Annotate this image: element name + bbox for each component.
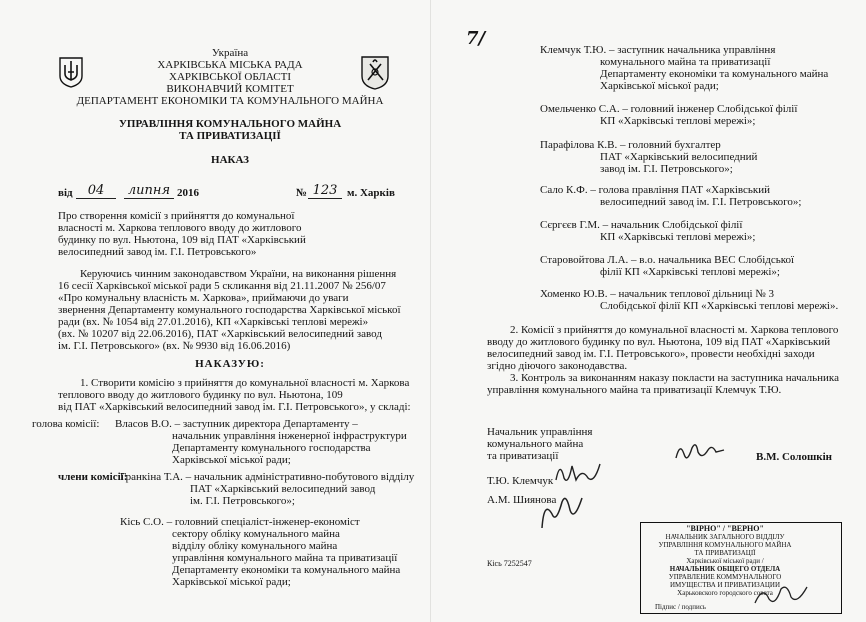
stamp-signature-label: Підпис / подпись: [655, 603, 707, 611]
page-left: [0, 0, 430, 622]
point2-line-1: 2. Комісії з прийняття до комунальної власності м. Харкова теплового: [510, 324, 839, 336]
country-name: Україна: [211, 47, 249, 59]
member-klemchuk-line-4: Харківської міської ради;: [600, 80, 719, 92]
order-number: 123: [308, 183, 342, 199]
approval-klemchuk: Т.Ю. Клемчук: [487, 475, 554, 487]
preamble-line-2: 16 сесії Харківської міської ради 5 скликання від 21.11.2007 № 256/07: [58, 280, 386, 292]
date-prefix: від: [58, 187, 73, 199]
certification-stamp: [640, 522, 842, 614]
member1-line-1: Гранкіна Т.А. – начальник адміністративно-побутового відділу: [120, 471, 415, 483]
member2-line-3: відділу обліку комунального майна: [172, 540, 338, 552]
point1-line-3: від ПАТ «Харківський велосипедний завод ім. Г.І. Петровського», у складі:: [58, 401, 411, 413]
point1-line-2: теплового вводу до житлового будинку по вул. Ньютона, 109: [58, 389, 343, 401]
chair-line-1: Власов В.О. – заступник директора Департаменту –: [115, 418, 358, 430]
member2-line-1: Кісь С.О. – головний спеціаліст-інженер-економіст: [120, 516, 360, 528]
directorate-line-2: ТА ПРИВАТИЗАЦІЇ: [179, 130, 281, 142]
signer-title-line-2: комунального майна: [487, 438, 584, 450]
order-number-label: №: [296, 187, 308, 199]
head-signature-image: [672, 438, 728, 468]
subject-line-2: власності м. Харкова теплового вводу до житлового: [58, 222, 302, 234]
signer-title-line-1: Начальник управління: [487, 426, 593, 438]
member-khomenko-line-1: Хоменко Ю.В. – начальник теплової дільниці № 3: [540, 288, 775, 300]
stamp-line-1: НАЧАЛЬНИК ЗАГАЛЬНОГО ВІДДІЛУ: [665, 533, 785, 541]
member-omelchenko-line-2: КП «Харківські теплові мережі»;: [600, 115, 756, 127]
stamp-line-4: НАЧАЛЬНИК ОБЩЕГО ОТДЕЛА: [669, 565, 781, 573]
stamp-line-6: Харьковского городского совета: [677, 589, 773, 597]
member2-line-4: управління комунального майна та приватизації: [172, 552, 398, 564]
member2-line-6: Харківської міської ради;: [172, 576, 291, 588]
point2-line-3: велосипедний завод ім. Г.І. Петровського», провести необхідні заходи: [487, 348, 815, 360]
stamp-line-5: УПРАВЛЕНИЕ КОММУНАЛЬНОГО ИМУЩЕСТВА И ПРИВАТИЗАЦИИ: [668, 573, 782, 589]
stamp-signature-image: [751, 579, 811, 609]
order-heading: НАКАЗУЮ:: [195, 358, 265, 370]
point3-line-1: 3. Контроль за виконанням наказу покласти на заступника начальника: [510, 372, 839, 384]
member-parafilova-line-3: завод ім. Г.І. Петровського»;: [600, 163, 733, 175]
oblast: ХАРКІВСЬКОЇ ОБЛАСТІ: [169, 71, 291, 83]
executor-info: Кісь 7252547: [487, 559, 532, 568]
subject-line-3: будинку по вул. Ньютона, 109 від ПАТ «Харківський: [58, 234, 306, 246]
signer-name: В.М. Солошкін: [756, 451, 832, 463]
subject-line-1: Про створення комісії з прийняття до комунальної: [58, 210, 295, 222]
point1-line-1: 1. Створити комісію з прийняття до комунальної власності м. Харкова: [80, 377, 410, 389]
member-starovoitova-line-1: Старовойтова Л.А. – в.о. начальника ВЕС Слобідської: [540, 254, 795, 266]
chair-line-2: начальник управління інженерної інфраструктури: [172, 430, 407, 442]
point2-line-2: вводу до житлового будинку по вул. Ньютона, 109 від ПАТ «Харківський: [487, 336, 831, 348]
member-omelchenko-line-1: Омельченко С.А. – головний інженер Слобідської філії: [540, 103, 798, 115]
preamble-line-6: (вх. № 10207 від 22.06.2016), ПАТ «Харківський велосипедний завод: [58, 328, 382, 340]
member-klemchuk-line-3: Департаменту економіки та комунального майна: [600, 68, 829, 80]
city-council: ХАРКІВСЬКА МІСЬКА РАДА: [157, 59, 303, 71]
date-year: 2016: [177, 187, 199, 199]
approval-signature-1-image: [550, 458, 606, 488]
document-type: НАКАЗ: [211, 154, 249, 166]
member-parafilova-line-2: ПАТ «Харківський велосипедний: [600, 151, 758, 163]
preamble-line-4: звернення Департаменту комунального господарства Харківської міської: [58, 304, 401, 316]
signer-title-line-3: та приватизації: [487, 450, 559, 462]
stamp-line-3: Харківської міської ради /: [686, 557, 764, 565]
chair-line-3: Департаменту комунального господарства: [172, 442, 371, 454]
executive-committee: ВИКОНАВЧИЙ КОМІТЕТ: [166, 83, 294, 95]
stamp-line-2: УПРАВЛІННЯ КОМУНАЛЬНОГО МАЙНА ТА ПРИВАТИЗАЦІЇ: [658, 541, 792, 557]
member-salo-line-2: велосипедний завод ім. Г.І. Петровського»;: [600, 196, 802, 208]
subject-line-4: велосипедний завод ім. Г.І. Петровського»: [58, 246, 257, 258]
member-parafilova-line-1: Парафілова К.В. – головний бухгалтер: [540, 139, 721, 151]
date-day: 04: [76, 183, 116, 199]
member-starovoitova-line-2: філії КП «Харківські теплові мережі»;: [600, 266, 780, 278]
point3-line-2: управління комунального майна та приватизації Клемчук Т.Ю.: [487, 384, 782, 396]
directorate-line-1: УПРАВЛІННЯ КОМУНАЛЬНОГО МАЙНА: [118, 118, 342, 130]
member-klemchuk-line-1: Клемчук Т.Ю. – заступник начальника управління: [540, 44, 776, 56]
department-name: ДЕПАРТАМЕНТ ЕКОНОМІКИ ТА КОМУНАЛЬНОГО МАЙНА: [76, 95, 384, 107]
approval-signature-2-image: [534, 490, 590, 534]
member1-line-3: ім. Г.І. Петровського»;: [190, 495, 295, 507]
member2-line-2: сектору обліку комунального майна: [172, 528, 340, 540]
member1-line-2: ПАТ «Харківський велосипедний завод: [190, 483, 376, 495]
city: м. Харків: [347, 187, 395, 199]
member-sergeev-line-2: КП «Харківські теплові мережі»;: [600, 231, 756, 243]
preamble-line-3: «Про комунальну власність м. Харкова», приймаючи до уваги: [58, 292, 349, 304]
member-sergeev-line-1: Сєргєєв Г.М. – начальник Слобідської філії: [540, 219, 743, 231]
date-month: липня: [124, 183, 174, 199]
preamble-line-5: ради (вх. № 1054 від 27.01.2016), КП «Харківські теплові мережі»: [58, 316, 369, 328]
approval-shiyanova: А.М. Шиянова: [487, 494, 557, 506]
preamble-line-7: ім. Г.І. Петровського» (вх. № 9930 від 16.06.2016): [58, 340, 291, 352]
members-label: члени комісії:: [58, 471, 128, 483]
preamble-line-1: Керуючись чинним законодавством України, на виконання рішення: [80, 268, 397, 280]
point2-line-4: згідно діючого законодавства.: [487, 360, 628, 372]
member-salo-line-1: Сало К.Ф. – голова правління ПАТ «Харківський: [540, 184, 771, 196]
member-khomenko-line-2: Слобідської філії КП «Харківські теплові мережі».: [600, 300, 839, 312]
member-klemchuk-line-2: комунального майна та приватизації: [600, 56, 771, 68]
chair-line-4: Харківської міської ради;: [172, 454, 291, 466]
stamp-title: "ВІРНО" / "ВЕРНО": [686, 524, 764, 533]
member2-line-5: Департаменту економіки та комунального майна: [172, 564, 401, 576]
chair-label: голова комісії:: [32, 418, 100, 430]
corner-handwritten-mark: 7/: [466, 28, 486, 49]
